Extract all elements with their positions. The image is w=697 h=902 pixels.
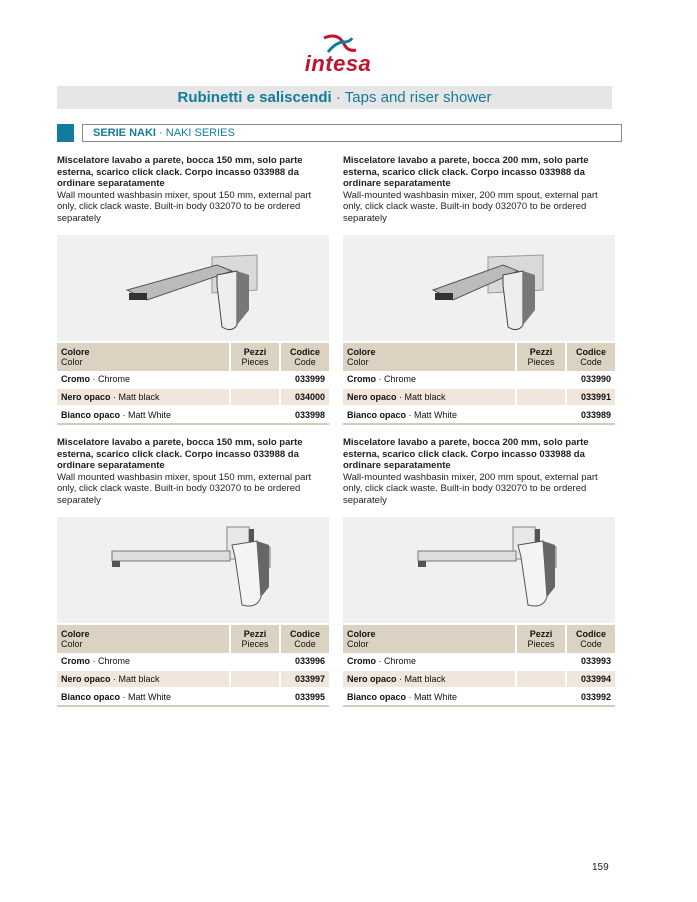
- col-pieces: Pezzi Pieces: [516, 343, 566, 371]
- pieces-cell: [516, 388, 566, 406]
- product-image: [343, 517, 615, 623]
- table-header: [57, 343, 329, 371]
- title-it: Rubinetti e saliscendi: [177, 89, 332, 106]
- code-cell: 033998: [280, 406, 329, 424]
- color-cell: Cromo · Chrome: [57, 371, 230, 388]
- col-color: Colore Color: [57, 625, 230, 653]
- table-row: [343, 688, 615, 706]
- col-color: Colore Color: [343, 625, 516, 653]
- code-cell: 033996: [280, 653, 329, 670]
- description-en: Wall-mounted washbasin mixer, 200 mm spout, external part only, click clack waste. Built-in body 032070 to be ordered separately: [343, 189, 598, 224]
- code-cell: 033994: [566, 670, 615, 688]
- code-cell: 033993: [566, 653, 615, 670]
- table-row: [57, 653, 329, 670]
- product-card: [57, 437, 329, 707]
- table-row: [57, 388, 329, 406]
- table-row: [57, 371, 329, 388]
- product-image: [57, 235, 329, 341]
- pieces-cell: [230, 670, 280, 688]
- color-cell: Bianco opaco · Matt White: [57, 688, 230, 706]
- product-description: [343, 155, 615, 235]
- product-description: [57, 437, 329, 517]
- color-cell: Nero opaco · Matt black: [343, 388, 516, 406]
- code-cell: 033989: [566, 406, 615, 424]
- table-header: [343, 343, 615, 371]
- pieces-cell: [516, 653, 566, 670]
- code-cell: 034000: [280, 388, 329, 406]
- col-pieces: Pezzi Pieces: [230, 625, 280, 653]
- col-color: Colore Color: [57, 343, 230, 371]
- faucet-illustration: [343, 517, 615, 623]
- product-table: [57, 343, 329, 425]
- series-marker: [57, 124, 74, 142]
- description-en: Wall-mounted washbasin mixer, 200 mm spout, external part only, click clack waste. Built-in body 032070 to be ordered separately: [343, 471, 598, 506]
- pieces-cell: [516, 371, 566, 388]
- product-card: [57, 155, 329, 425]
- product-card: [343, 437, 615, 707]
- pieces-cell: [230, 653, 280, 670]
- table-row: [57, 670, 329, 688]
- product-table: [57, 625, 329, 707]
- description-it: Miscelatore lavabo a parete, bocca 200 mm, solo parte esterna, scarico click clack. Corpo incasso 033988 da ordinare separatamente: [343, 437, 589, 471]
- code-cell: 033991: [566, 388, 615, 406]
- code-cell: 033990: [566, 371, 615, 388]
- pieces-cell: [230, 371, 280, 388]
- title-en: Taps and riser shower: [344, 89, 492, 106]
- code-cell: 033997: [280, 670, 329, 688]
- product-table: [343, 343, 615, 425]
- table-header: [343, 625, 615, 653]
- description-it: Miscelatore lavabo a parete, bocca 200 mm, solo parte esterna, scarico click clack. Corpo incasso 033988 da ordinare separatamente: [343, 155, 589, 189]
- separator: ·: [155, 127, 166, 139]
- separator: ·: [331, 89, 345, 106]
- series-en: NAKI SERIES: [165, 127, 235, 139]
- table-row: [57, 688, 329, 706]
- description-it: Miscelatore lavabo a parete, bocca 150 mm, solo parte esterna, scarico click clack. Corpo incasso 033988 da ordinare separatamente: [57, 437, 303, 471]
- description-en: Wall mounted washbasin mixer, spout 150 mm, external part only, click clack waste. Built-in body 032070 to be ordered separately: [57, 189, 312, 224]
- product-description: [343, 437, 615, 517]
- color-cell: Cromo · Chrome: [343, 371, 516, 388]
- color-cell: Nero opaco · Matt black: [343, 670, 516, 688]
- table-row: [343, 388, 615, 406]
- pieces-cell: [516, 670, 566, 688]
- col-pieces: Pezzi Pieces: [230, 343, 280, 371]
- code-cell: 033999: [280, 371, 329, 388]
- series-heading: [82, 124, 622, 142]
- color-cell: Nero opaco · Matt black: [57, 388, 230, 406]
- product-card: [343, 155, 615, 425]
- color-cell: Bianco opaco · Matt White: [343, 688, 516, 706]
- color-cell: Bianco opaco · Matt White: [57, 406, 230, 424]
- intesa-logo: [298, 34, 378, 78]
- code-cell: 033992: [566, 688, 615, 706]
- pieces-cell: [230, 406, 280, 424]
- table-row: [57, 406, 329, 424]
- product-table: [343, 625, 615, 707]
- description-it: Miscelatore lavabo a parete, bocca 150 mm, solo parte esterna, scarico click clack. Corpo incasso 033988 da ordinare separatamente: [57, 155, 303, 189]
- page-number: 159: [592, 862, 609, 873]
- section-banner: [57, 86, 612, 109]
- series-it: SERIE NAKI: [93, 127, 156, 139]
- col-code: Codice Code: [280, 343, 329, 371]
- product-image: [57, 517, 329, 623]
- table-row: [343, 371, 615, 388]
- faucet-illustration: [57, 235, 329, 341]
- col-code: Codice Code: [566, 343, 615, 371]
- code-cell: 033995: [280, 688, 329, 706]
- table-row: [343, 670, 615, 688]
- faucet-illustration: [343, 235, 615, 341]
- col-code: Codice Code: [566, 625, 615, 653]
- product-image: [343, 235, 615, 341]
- col-pieces: Pezzi Pieces: [516, 625, 566, 653]
- pieces-cell: [516, 406, 566, 424]
- product-description: [57, 155, 329, 235]
- color-cell: Cromo · Chrome: [343, 653, 516, 670]
- faucet-illustration: [57, 517, 329, 623]
- pieces-cell: [230, 388, 280, 406]
- color-cell: Nero opaco · Matt black: [57, 670, 230, 688]
- table-row: [343, 653, 615, 670]
- color-cell: Cromo · Chrome: [57, 653, 230, 670]
- color-cell: Bianco opaco · Matt White: [343, 406, 516, 424]
- description-en: Wall mounted washbasin mixer, spout 150 mm, external part only, click clack waste. Built-in body 032070 to be ordered separately: [57, 471, 312, 506]
- pieces-cell: [516, 688, 566, 706]
- col-color: Colore Color: [343, 343, 516, 371]
- col-code: Codice Code: [280, 625, 329, 653]
- pieces-cell: [230, 688, 280, 706]
- logo-text: intesa: [304, 51, 372, 76]
- table-header: [57, 625, 329, 653]
- table-row: [343, 406, 615, 424]
